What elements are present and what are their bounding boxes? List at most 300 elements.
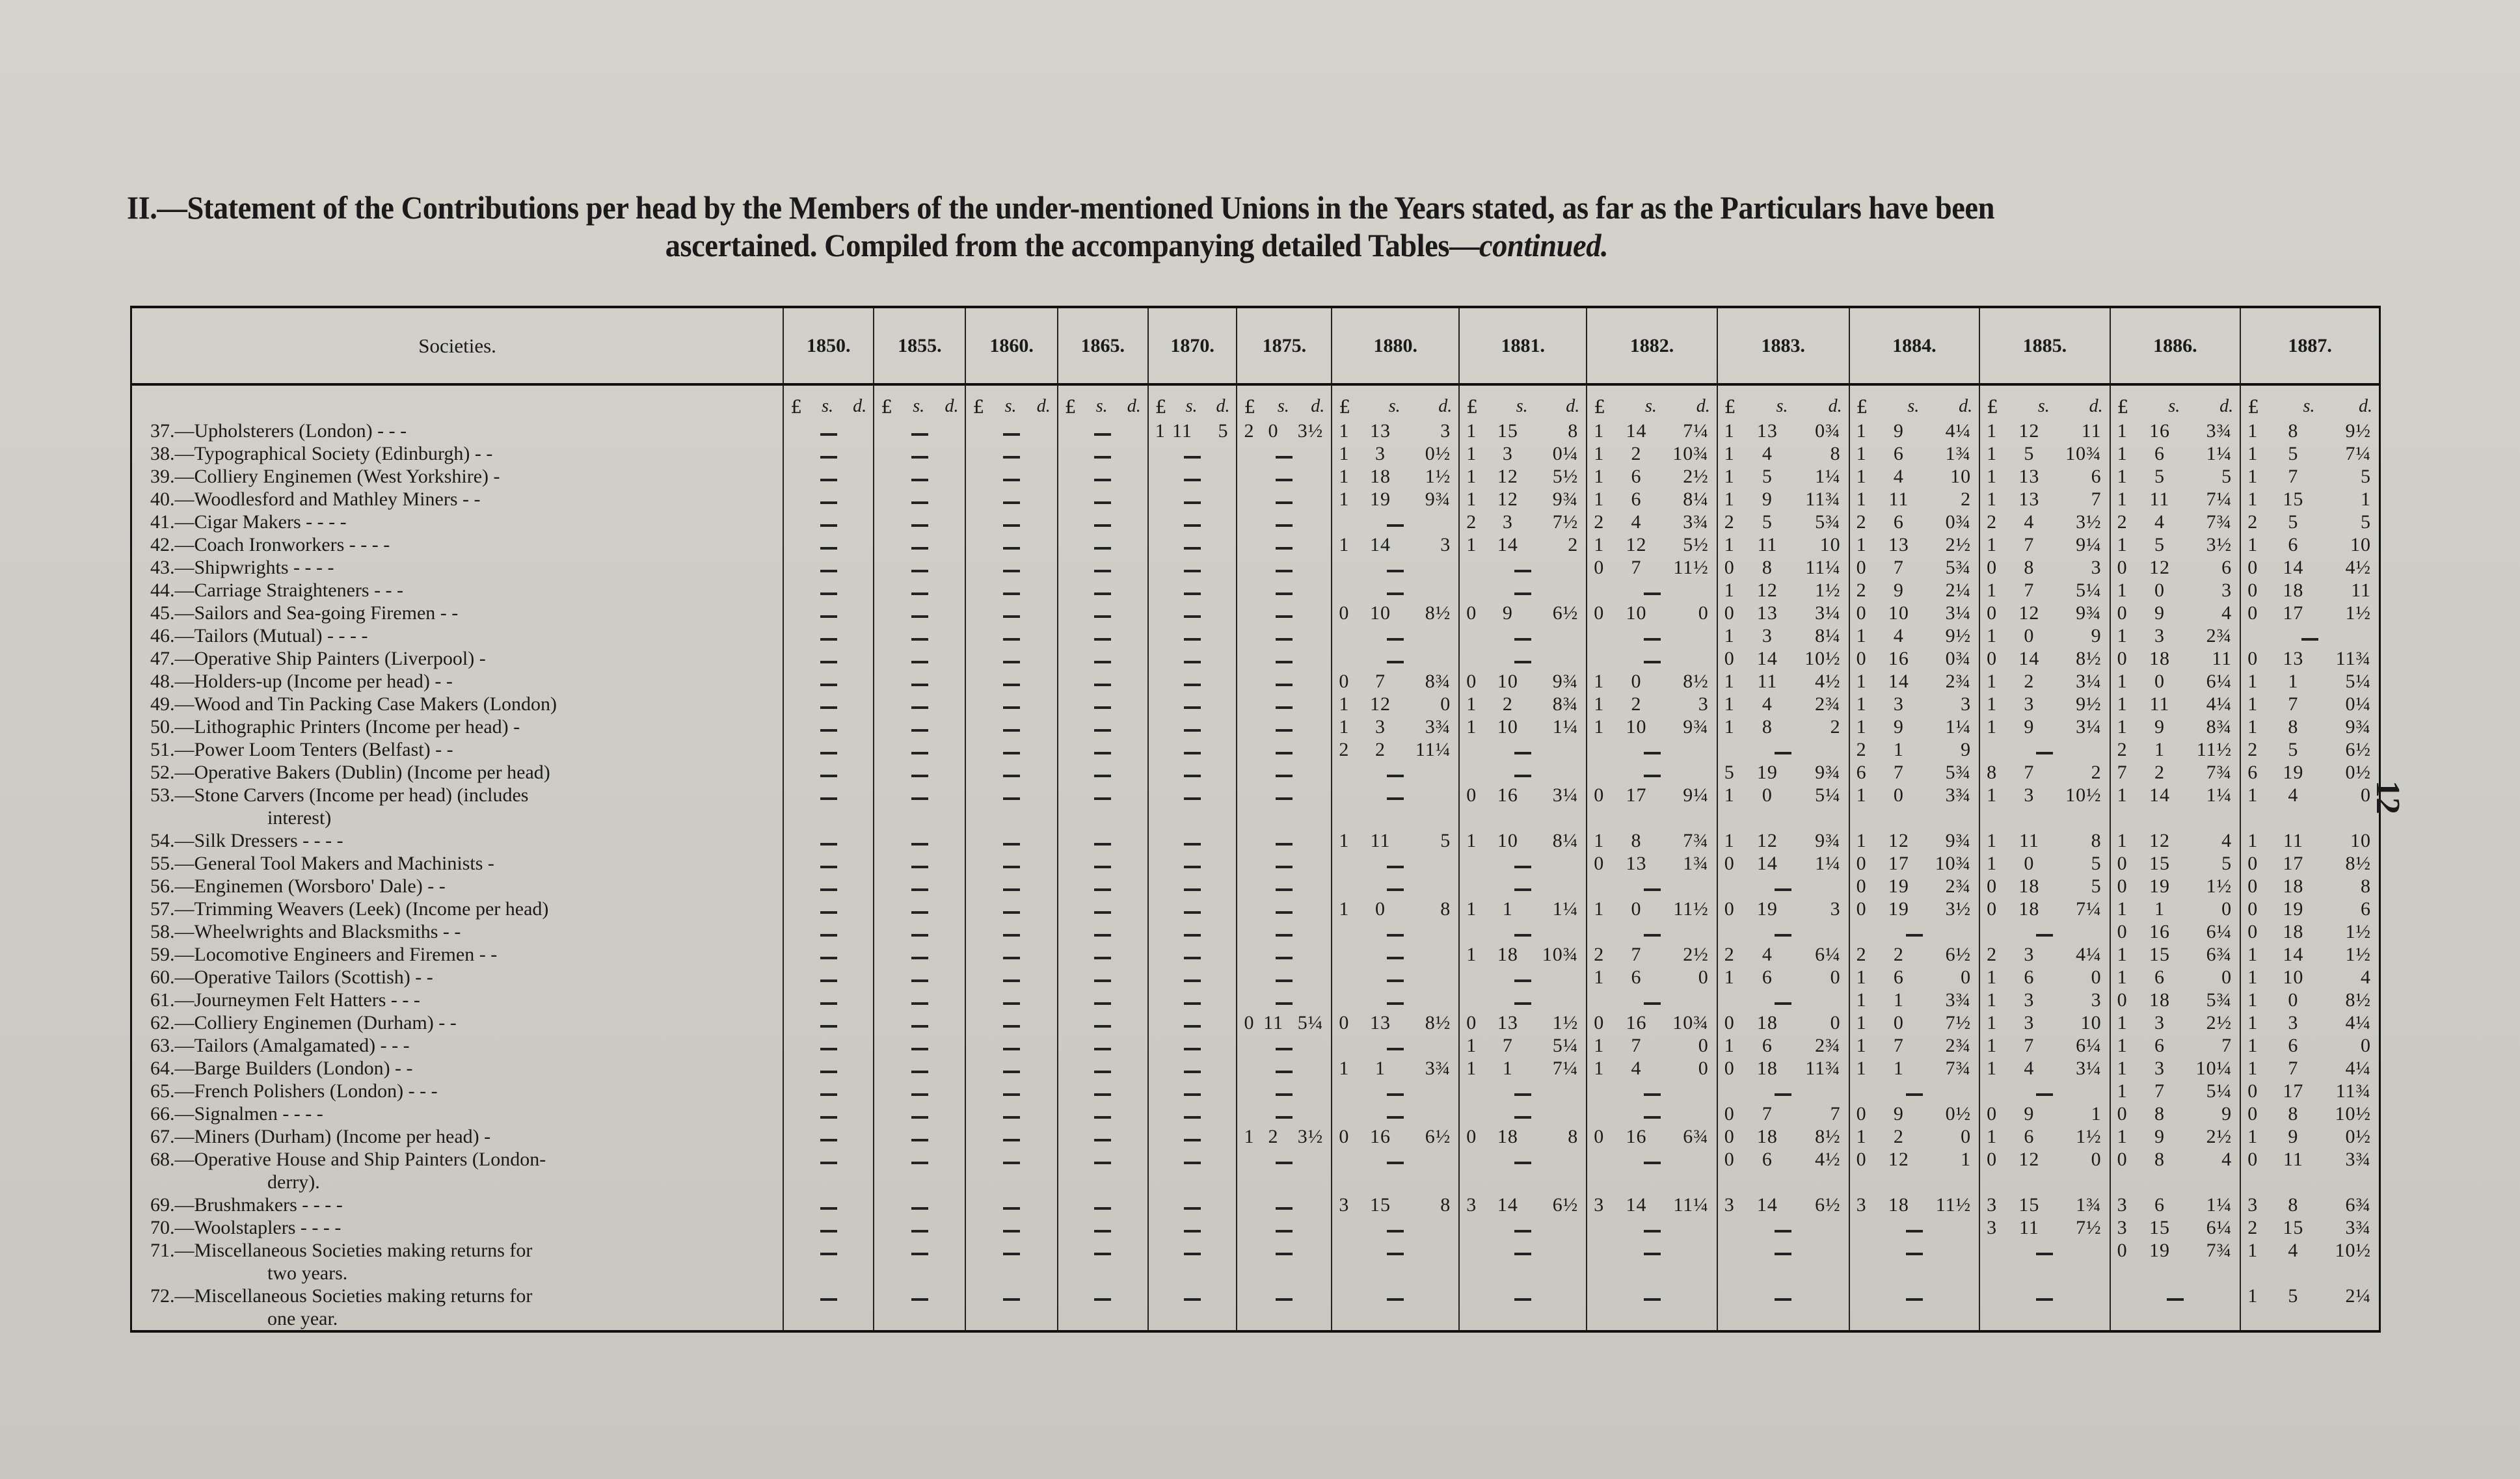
lsd-value bbox=[2111, 1125, 2240, 1148]
society-label bbox=[132, 738, 783, 761]
cell-value bbox=[1058, 966, 1147, 989]
lsd-value bbox=[1850, 465, 1979, 488]
cell-value bbox=[1980, 920, 2110, 943]
contribution-cell bbox=[1587, 556, 1717, 579]
no-data-dash bbox=[1387, 797, 1404, 800]
pence-value: 2¾ bbox=[1945, 671, 1972, 692]
pence-value: 7¾ bbox=[2206, 762, 2232, 783]
pounds-value: 0 bbox=[1987, 898, 1998, 920]
cell-value bbox=[1237, 898, 1331, 920]
lsd-value bbox=[1850, 670, 1979, 693]
shillings-value: 7 bbox=[2024, 580, 2035, 601]
contribution-cell bbox=[1058, 556, 1148, 579]
cell-value bbox=[2111, 738, 2240, 761]
pence-value: 3¼ bbox=[2076, 1058, 2102, 1079]
contribution-cell bbox=[1587, 875, 1717, 898]
lsd-value bbox=[1460, 784, 1586, 806]
lsd-value bbox=[1718, 647, 1849, 670]
shillings-value: 12 bbox=[1497, 466, 1518, 487]
table-row bbox=[131, 966, 2380, 989]
contribution-cell bbox=[2240, 875, 2379, 898]
contribution-cell bbox=[1332, 989, 1459, 1011]
shillings-value: 0 bbox=[1893, 1012, 1904, 1033]
cell-value bbox=[784, 829, 873, 852]
pounds-value: 1 bbox=[1466, 466, 1477, 487]
pence-value: 5¾ bbox=[1815, 511, 1841, 533]
no-data-dash bbox=[1276, 615, 1293, 618]
shillings-value: 5 bbox=[2024, 443, 2035, 464]
pence-value: 1½ bbox=[2206, 875, 2232, 897]
pence-value: 0 bbox=[2360, 1035, 2371, 1056]
contribution-cell bbox=[2110, 1102, 2241, 1125]
lsd-value bbox=[2241, 1080, 2379, 1102]
contribution-cell bbox=[1332, 829, 1459, 852]
contribution-cell bbox=[1332, 1125, 1459, 1148]
society-name bbox=[131, 1034, 784, 1057]
pence-value: 2¾ bbox=[2206, 625, 2232, 646]
lsd-value bbox=[2111, 647, 2240, 670]
contribution-cell bbox=[1459, 875, 1587, 898]
cell-value bbox=[2241, 1011, 2379, 1034]
pence-value: 0¼ bbox=[2345, 693, 2371, 715]
shillings-value: 19 bbox=[2283, 762, 2304, 783]
pence-value: 7¼ bbox=[2345, 443, 2371, 464]
contribution-cell bbox=[1717, 488, 1849, 511]
contribution-cell bbox=[1058, 1080, 1148, 1102]
contribution-cell bbox=[1979, 556, 2110, 579]
cell-value bbox=[1149, 715, 1237, 738]
shillings-value: 6 bbox=[2024, 966, 2035, 988]
contribution-cell bbox=[1148, 511, 1237, 533]
no-data-dash bbox=[1387, 775, 1404, 777]
pounds-value: 1 bbox=[1987, 671, 1998, 692]
contribution-cell bbox=[1058, 738, 1148, 761]
contribution-cell bbox=[783, 1034, 874, 1057]
no-data-dash bbox=[1094, 752, 1111, 754]
no-data-dash bbox=[1514, 979, 1531, 982]
pounds-value: 0 bbox=[2117, 1240, 2128, 1261]
pound-unit: £ bbox=[1339, 396, 1351, 418]
pence-value: 2 bbox=[1568, 534, 1579, 555]
shillings-value: 4 bbox=[1762, 944, 1773, 965]
contribution-cell bbox=[783, 875, 874, 898]
pence-value: 0 bbox=[1961, 966, 1972, 988]
shillings-value: 3 bbox=[1502, 443, 1513, 464]
cell-value bbox=[2241, 943, 2379, 966]
lsd-value bbox=[1718, 715, 1849, 738]
pounds-value: 0 bbox=[2247, 580, 2259, 601]
cell-value bbox=[966, 1148, 1056, 1193]
pence-value: 4¼ bbox=[2345, 1058, 2371, 1079]
pence-value: 11½ bbox=[1673, 898, 1709, 920]
lsd-value bbox=[1460, 488, 1586, 511]
contribution-cell bbox=[1459, 442, 1587, 465]
no-data-dash bbox=[1276, 1207, 1293, 1210]
contribution-cell bbox=[1459, 920, 1587, 943]
shillings-value: 13 bbox=[1756, 420, 1778, 442]
society-name-text: 43.—Shipwrights - - - - bbox=[150, 557, 334, 578]
cell-value bbox=[1058, 1034, 1147, 1057]
pence-value: 0¾ bbox=[1945, 648, 1972, 669]
contribution-cell bbox=[1717, 647, 1849, 670]
pounds-value: 1 bbox=[2117, 466, 2128, 487]
table-row bbox=[131, 715, 2380, 738]
lsd-value bbox=[2111, 465, 2240, 488]
contribution-cell bbox=[1332, 1285, 1459, 1331]
cell-value bbox=[1460, 989, 1586, 1011]
table-row bbox=[131, 829, 2380, 852]
cell-value bbox=[784, 784, 873, 829]
table-row bbox=[131, 989, 2380, 1011]
unit-header bbox=[874, 384, 965, 420]
shillings-value: 1 bbox=[2288, 671, 2299, 692]
no-data-dash bbox=[1276, 547, 1293, 550]
contribution-cell bbox=[1459, 1148, 1587, 1193]
no-data-dash bbox=[1775, 1253, 1791, 1255]
contribution-cell bbox=[2240, 488, 2379, 511]
shillings-value: 3 bbox=[1374, 443, 1386, 464]
society-name-text: 45.—Sailors and Sea-going Firemen - - bbox=[150, 602, 459, 624]
lsd-value bbox=[2111, 1102, 2240, 1125]
lsd-value bbox=[1460, 670, 1586, 693]
shillings-value: 13 bbox=[1369, 1012, 1391, 1033]
society-name bbox=[131, 693, 784, 715]
cell-value bbox=[1058, 647, 1147, 670]
pence-value: 2½ bbox=[2206, 1012, 2232, 1033]
contribution-cell bbox=[1849, 875, 1980, 898]
cell-value bbox=[2111, 624, 2240, 647]
cell-value bbox=[1718, 1239, 1849, 1285]
pence-value: 8¼ bbox=[1683, 488, 1709, 510]
pence-value: 3½ bbox=[1297, 1126, 1324, 1147]
cell-value bbox=[784, 1239, 873, 1285]
lsd-value bbox=[1587, 670, 1717, 693]
shillings-value: 8 bbox=[2288, 1194, 2299, 1216]
cell-value bbox=[2111, 1239, 2240, 1285]
contribution-cell bbox=[2110, 829, 2241, 852]
no-data-dash bbox=[1644, 1116, 1661, 1119]
contribution-cell bbox=[965, 1216, 1057, 1239]
contribution-cell bbox=[1459, 624, 1587, 647]
shillings-value: 3 bbox=[2154, 625, 2165, 646]
contribution-cell bbox=[1148, 784, 1237, 829]
contribution-cell bbox=[1849, 1285, 1980, 1331]
shillings-value: 11 bbox=[1757, 534, 1778, 555]
cell-value bbox=[1718, 465, 1849, 488]
cell-value bbox=[966, 1034, 1056, 1057]
pounds-value: 1 bbox=[1466, 898, 1477, 920]
cell-value bbox=[874, 647, 965, 670]
contribution-cell bbox=[783, 1011, 874, 1034]
shillings-value: 6 bbox=[1893, 966, 1904, 988]
pence-value: 1¼ bbox=[1815, 466, 1841, 487]
contribution-cell bbox=[1148, 989, 1237, 1011]
no-data-dash bbox=[1094, 1002, 1111, 1005]
shillings-value: 3 bbox=[1893, 693, 1904, 715]
no-data-dash bbox=[1003, 547, 1020, 550]
cell-value bbox=[1332, 1034, 1458, 1057]
society-name-text: 46.—Tailors (Mutual) - - - - bbox=[150, 625, 368, 646]
pence-value: 9½ bbox=[2345, 420, 2371, 442]
pence-value: 5 bbox=[2360, 466, 2371, 487]
pounds-value: 1 bbox=[2117, 625, 2128, 646]
pounds-value: 1 bbox=[2247, 1240, 2259, 1261]
contribution-cell bbox=[965, 920, 1057, 943]
contribution-cell bbox=[2110, 670, 2241, 693]
contribution-cell bbox=[1587, 420, 1717, 442]
cell-value bbox=[1332, 1057, 1458, 1080]
society-name-text: 59.—Locomotive Engineers and Firemen - - bbox=[150, 944, 498, 965]
no-data-dash bbox=[820, 1230, 837, 1232]
no-data-dash bbox=[1003, 866, 1020, 868]
cell-value bbox=[1587, 1125, 1717, 1148]
contribution-cell bbox=[965, 556, 1057, 579]
shillings-value: 7 bbox=[2024, 534, 2035, 555]
society-name-text: 58.—Wheelwrights and Blacksmiths - - bbox=[150, 921, 461, 942]
pounds-value: 1 bbox=[1724, 966, 1735, 988]
contribution-cell bbox=[1148, 715, 1237, 738]
society-label bbox=[132, 1239, 783, 1285]
cell-value bbox=[874, 1011, 965, 1034]
contribution-cell bbox=[1587, 966, 1717, 989]
society-name-text: 37.—Upholsterers (London) - - - bbox=[150, 420, 407, 442]
society-name-text: 62.—Colliery Enginemen (Durham) - - bbox=[150, 1012, 457, 1033]
cell-value bbox=[1980, 738, 2110, 761]
no-data-dash bbox=[1387, 1002, 1404, 1005]
cell-value bbox=[1460, 624, 1586, 647]
no-data-dash bbox=[1514, 866, 1531, 868]
society-label bbox=[132, 898, 783, 920]
no-data-dash bbox=[1184, 1230, 1201, 1232]
pounds-value: 2 bbox=[1724, 511, 1735, 533]
lsd-value bbox=[1460, 1057, 1586, 1080]
pound-unit: £ bbox=[1466, 396, 1479, 418]
contribution-cell bbox=[1717, 579, 1849, 602]
contribution-cell bbox=[1058, 966, 1148, 989]
contribution-cell bbox=[2110, 852, 2241, 875]
contribution-cell bbox=[1148, 1216, 1237, 1239]
cell-value bbox=[1332, 784, 1458, 829]
contribution-cell bbox=[1237, 1148, 1332, 1193]
contribution-cell bbox=[1849, 829, 1980, 852]
cell-value bbox=[1058, 761, 1147, 784]
cell-value bbox=[1460, 761, 1586, 784]
pounds-value: 1 bbox=[1339, 420, 1350, 442]
lsd-value bbox=[1980, 442, 2110, 465]
no-data-dash bbox=[820, 479, 837, 481]
cell-value bbox=[874, 898, 965, 920]
society-label bbox=[132, 1057, 783, 1080]
contribution-cell bbox=[1717, 1034, 1849, 1057]
pound-unit: £ bbox=[972, 396, 985, 418]
lsd-value bbox=[1718, 1102, 1849, 1125]
contribution-cell bbox=[1332, 1057, 1459, 1080]
pounds-value: 1 bbox=[2117, 1080, 2128, 1102]
pence-value: 4½ bbox=[1815, 1149, 1841, 1170]
cell-value bbox=[1149, 920, 1237, 943]
pounds-value: 1 bbox=[1724, 1035, 1735, 1056]
contribution-cell bbox=[1459, 511, 1587, 533]
shillings-value: 15 bbox=[2018, 1194, 2040, 1216]
cell-value bbox=[1850, 556, 1979, 579]
contribution-cell bbox=[1237, 1057, 1332, 1080]
cell-value bbox=[1718, 602, 1849, 624]
cell-value bbox=[1980, 1239, 2110, 1285]
contribution-cell bbox=[1587, 989, 1717, 1011]
contribution-cell bbox=[2240, 602, 2379, 624]
pence-value: 6½ bbox=[1945, 944, 1972, 965]
shillings-value: 0 bbox=[1268, 420, 1279, 442]
contribution-cell bbox=[1717, 1216, 1849, 1239]
pound-unit: £ bbox=[2117, 396, 2129, 418]
cell-value bbox=[874, 442, 965, 465]
cell-value bbox=[1237, 556, 1331, 579]
no-data-dash bbox=[820, 547, 837, 550]
contribution-cell bbox=[2240, 670, 2379, 693]
shillings-value: 9 bbox=[1762, 488, 1773, 510]
no-data-dash bbox=[1094, 1071, 1111, 1073]
pounds-value: 0 bbox=[1856, 898, 1867, 920]
society-name bbox=[131, 738, 784, 761]
table-row bbox=[131, 1102, 2380, 1125]
pounds-value: 0 bbox=[1724, 1126, 1735, 1147]
contribution-cell bbox=[1332, 1148, 1459, 1193]
no-data-dash bbox=[1094, 706, 1111, 709]
shillings-value: 0 bbox=[1374, 898, 1386, 920]
pounds-value: 1 bbox=[1594, 966, 1605, 988]
cell-value bbox=[1460, 647, 1586, 670]
cell-value bbox=[1332, 670, 1458, 693]
table-row bbox=[131, 1193, 2380, 1216]
shillings-value: 18 bbox=[2018, 898, 2040, 920]
no-data-dash bbox=[1003, 1298, 1020, 1301]
lsd-value bbox=[1850, 602, 1979, 624]
shillings-value: 2 bbox=[1893, 944, 1904, 965]
cell-value bbox=[966, 1080, 1056, 1102]
shillings-value: 1 bbox=[2154, 739, 2165, 760]
cell-value bbox=[1149, 784, 1237, 829]
cell-value bbox=[1237, 1148, 1331, 1193]
pounds-value: 5 bbox=[1724, 762, 1735, 783]
year-header: 1865. bbox=[1058, 307, 1148, 384]
no-data-dash bbox=[911, 638, 928, 641]
contribution-cell bbox=[1058, 1011, 1148, 1034]
cell-value bbox=[1237, 1080, 1331, 1102]
pounds-value: 0 bbox=[1987, 648, 1998, 669]
cell-value bbox=[1149, 1125, 1237, 1148]
society-name-text: 65.—French Polishers (London) - - - bbox=[150, 1080, 438, 1102]
no-data-dash bbox=[1514, 1093, 1531, 1096]
society-name bbox=[131, 579, 784, 602]
no-data-dash bbox=[1775, 1093, 1791, 1096]
lsd-value bbox=[2241, 966, 2379, 989]
pence-value: 9¼ bbox=[2076, 534, 2102, 555]
contribution-cell bbox=[874, 1125, 965, 1148]
lsd-value bbox=[1850, 738, 1979, 761]
cell-value bbox=[1460, 1285, 1586, 1330]
society-label bbox=[132, 943, 783, 966]
pounds-value: 1 bbox=[2117, 671, 2128, 692]
contribution-cell bbox=[1148, 442, 1237, 465]
table-row bbox=[131, 511, 2380, 533]
no-data-dash bbox=[1387, 1253, 1404, 1255]
lsd-value bbox=[1718, 829, 1849, 852]
contribution-cell bbox=[1148, 556, 1237, 579]
pounds-value: 1 bbox=[1987, 989, 1998, 1011]
pence-value: 11 bbox=[2212, 648, 2232, 669]
pence-value: 0 bbox=[2221, 898, 2232, 920]
cell-value bbox=[874, 511, 965, 533]
shillings-value: 3 bbox=[1762, 625, 1773, 646]
pence-value: 5¾ bbox=[1945, 557, 1972, 578]
pounds-value: 1 bbox=[1987, 830, 1998, 851]
shillings-value: 14 bbox=[1888, 671, 1909, 692]
cell-value bbox=[2241, 852, 2379, 875]
no-data-dash bbox=[1276, 1071, 1293, 1073]
cell-value bbox=[1980, 784, 2110, 829]
shillings-value: 19 bbox=[2283, 898, 2304, 920]
cell-value bbox=[1460, 1034, 1586, 1057]
cell-value bbox=[2241, 784, 2379, 829]
society-name-continued: derry). bbox=[267, 1171, 320, 1193]
contribution-cell bbox=[1237, 511, 1332, 533]
contribution-cell bbox=[2240, 829, 2379, 852]
cell-value bbox=[784, 579, 873, 602]
no-data-dash bbox=[911, 752, 928, 754]
contribution-cell bbox=[1587, 829, 1717, 852]
pounds-value: 1 bbox=[2247, 716, 2259, 738]
contribution-cell bbox=[874, 738, 965, 761]
pound-unit: £ bbox=[1155, 396, 1167, 418]
lsd-value bbox=[1332, 1011, 1458, 1034]
no-data-dash bbox=[1094, 1139, 1111, 1141]
cell-value bbox=[2241, 624, 2379, 647]
no-data-dash bbox=[1276, 888, 1293, 891]
cell-value bbox=[966, 920, 1056, 943]
pounds-value: 1 bbox=[1987, 1012, 1998, 1033]
no-data-dash bbox=[1184, 661, 1201, 663]
society-name bbox=[131, 1193, 784, 1216]
cell-value bbox=[1149, 465, 1237, 488]
cell-value bbox=[874, 989, 965, 1011]
contribution-cell bbox=[1459, 1216, 1587, 1239]
cell-value bbox=[1460, 442, 1586, 465]
pence-value: 2¾ bbox=[1815, 693, 1841, 715]
contribution-cell bbox=[2110, 761, 2241, 784]
lsd-value bbox=[2241, 511, 2379, 533]
contribution-cell bbox=[1148, 647, 1237, 670]
cell-value bbox=[784, 1285, 873, 1330]
cell-value bbox=[1850, 1102, 1979, 1125]
cell-value bbox=[1237, 442, 1331, 465]
shillings-value: 3 bbox=[2154, 1058, 2165, 1079]
pence-value: 2¾ bbox=[1945, 875, 1972, 897]
pence-value: 6¾ bbox=[1683, 1126, 1709, 1147]
shillings-value: 7 bbox=[1502, 1035, 1513, 1056]
cell-value bbox=[1587, 1057, 1717, 1080]
cell-value bbox=[1587, 556, 1717, 579]
contribution-cell bbox=[1332, 943, 1459, 966]
cell-value bbox=[1980, 602, 2110, 624]
cell-value bbox=[1332, 1080, 1458, 1102]
pounds-value: 1 bbox=[1339, 1058, 1350, 1079]
pounds-value: 1 bbox=[1856, 1035, 1867, 1056]
pence-value: 3 bbox=[1440, 534, 1451, 555]
no-data-dash bbox=[1644, 1230, 1661, 1232]
shillings-value: 16 bbox=[1626, 1126, 1647, 1147]
society-name bbox=[131, 442, 784, 465]
lsd-value bbox=[1850, 989, 1979, 1011]
